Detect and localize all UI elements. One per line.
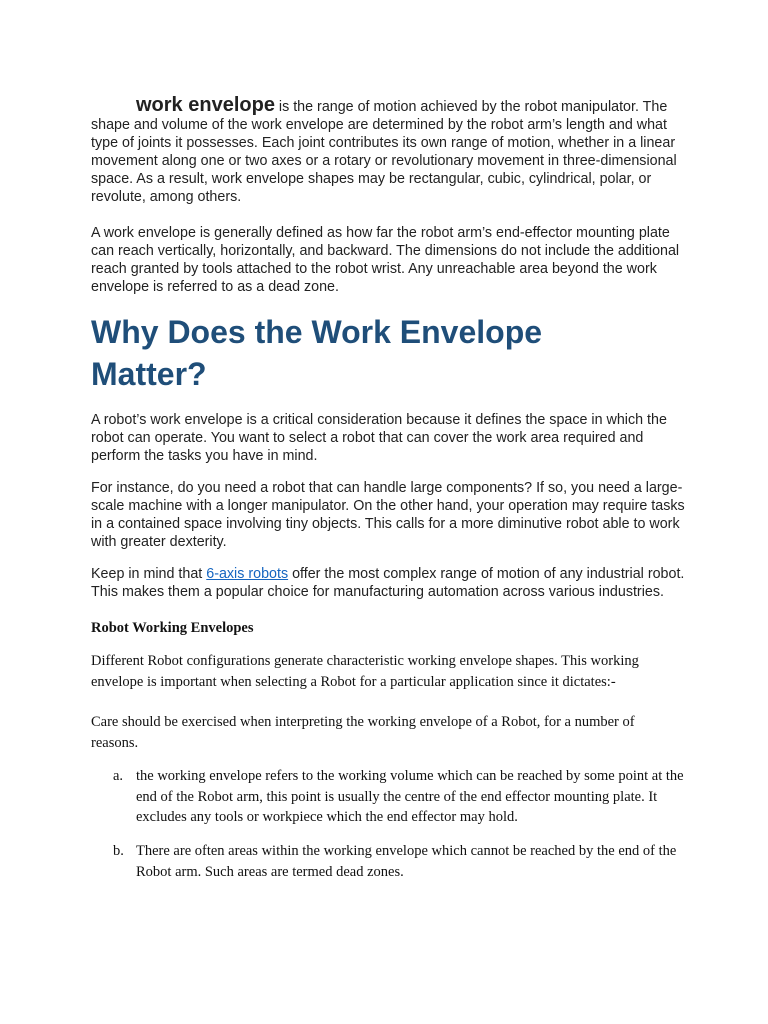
six-axis-text-before: Keep in mind that bbox=[91, 566, 207, 582]
intro-term: work envelope bbox=[136, 94, 275, 116]
list-marker: b. bbox=[113, 843, 124, 859]
working-envelopes-title: Robot Working Envelopes bbox=[91, 620, 254, 636]
list-item bbox=[113, 766, 693, 828]
configurations-paragraph: Different Robot configurations generate characteristic working envelope shapes. This working envelope is important when selecting a Robot for a particular application since it dictates:- bbox=[91, 653, 639, 690]
caution-paragraph: Care should be exercised when interpreting the working envelope of a Robot, for a number of reasons. bbox=[91, 714, 635, 751]
list-item-text: the working envelope refers to the working volume which can be reached by some point at the end of the Robot arm, this point is usually the centre of the end effector mounting plate. It excludes any tools or workpiece which the end effector may hold. bbox=[136, 768, 684, 825]
dead-zone-paragraph: A work envelope is generally defined as how far the robot arm’s end-effector mounting plate can reach vertically, horizontally, and backward. The dimensions do not include the additional reach granted by tools attached to the robot wrist. Any unreachable area beyond the work envelope is referred to as a dead zone. bbox=[91, 225, 680, 295]
six-axis-robots-link[interactable]: 6-axis robots bbox=[206, 566, 289, 582]
section-heading: Why Does the Work Envelope Matter? bbox=[91, 314, 543, 392]
list-item-text: There are often areas within the working envelope which cannot be reached by the end of the Robot arm. Such areas are termed dead zones. bbox=[136, 843, 677, 880]
intro-paragraph bbox=[91, 96, 691, 206]
example-paragraph: For instance, do you need a robot that can handle large components? If so, you need a large-scale machine with a longer manipulator. On the other hand, your operation may require tasks in a contained space involving tiny objects. This calls for a more diminutive robot able to work with greater dexterity. bbox=[91, 480, 685, 550]
importance-paragraph: A robot’s work envelope is a critical consideration because it defines the space in which the robot can operate. You want to select a robot that can cover the work area required and perform the tasks you have in mind. bbox=[91, 412, 667, 464]
six-axis-paragraph bbox=[91, 565, 691, 601]
list-item bbox=[113, 841, 693, 882]
intro-definition: is the range of motion achieved by the robot manipulator. The shape and volume of the work envelope are determined by the robot arm’s length and what type of joints it possesses. Each joint contributes its own range of motion, whether in a linear movement along one or two axes or a rotary or revolutionary movement in three-dimensional space. As a result, work envelope shapes may be rectangular, cubic, cylindrical, polar, or revolute, among others. bbox=[91, 99, 677, 205]
six-axis-text-after: offer the most complex range of motion of any industrial robot. This makes them a popular choice for manufacturing automation across various industries. bbox=[91, 566, 685, 600]
list-marker: a. bbox=[113, 768, 124, 784]
